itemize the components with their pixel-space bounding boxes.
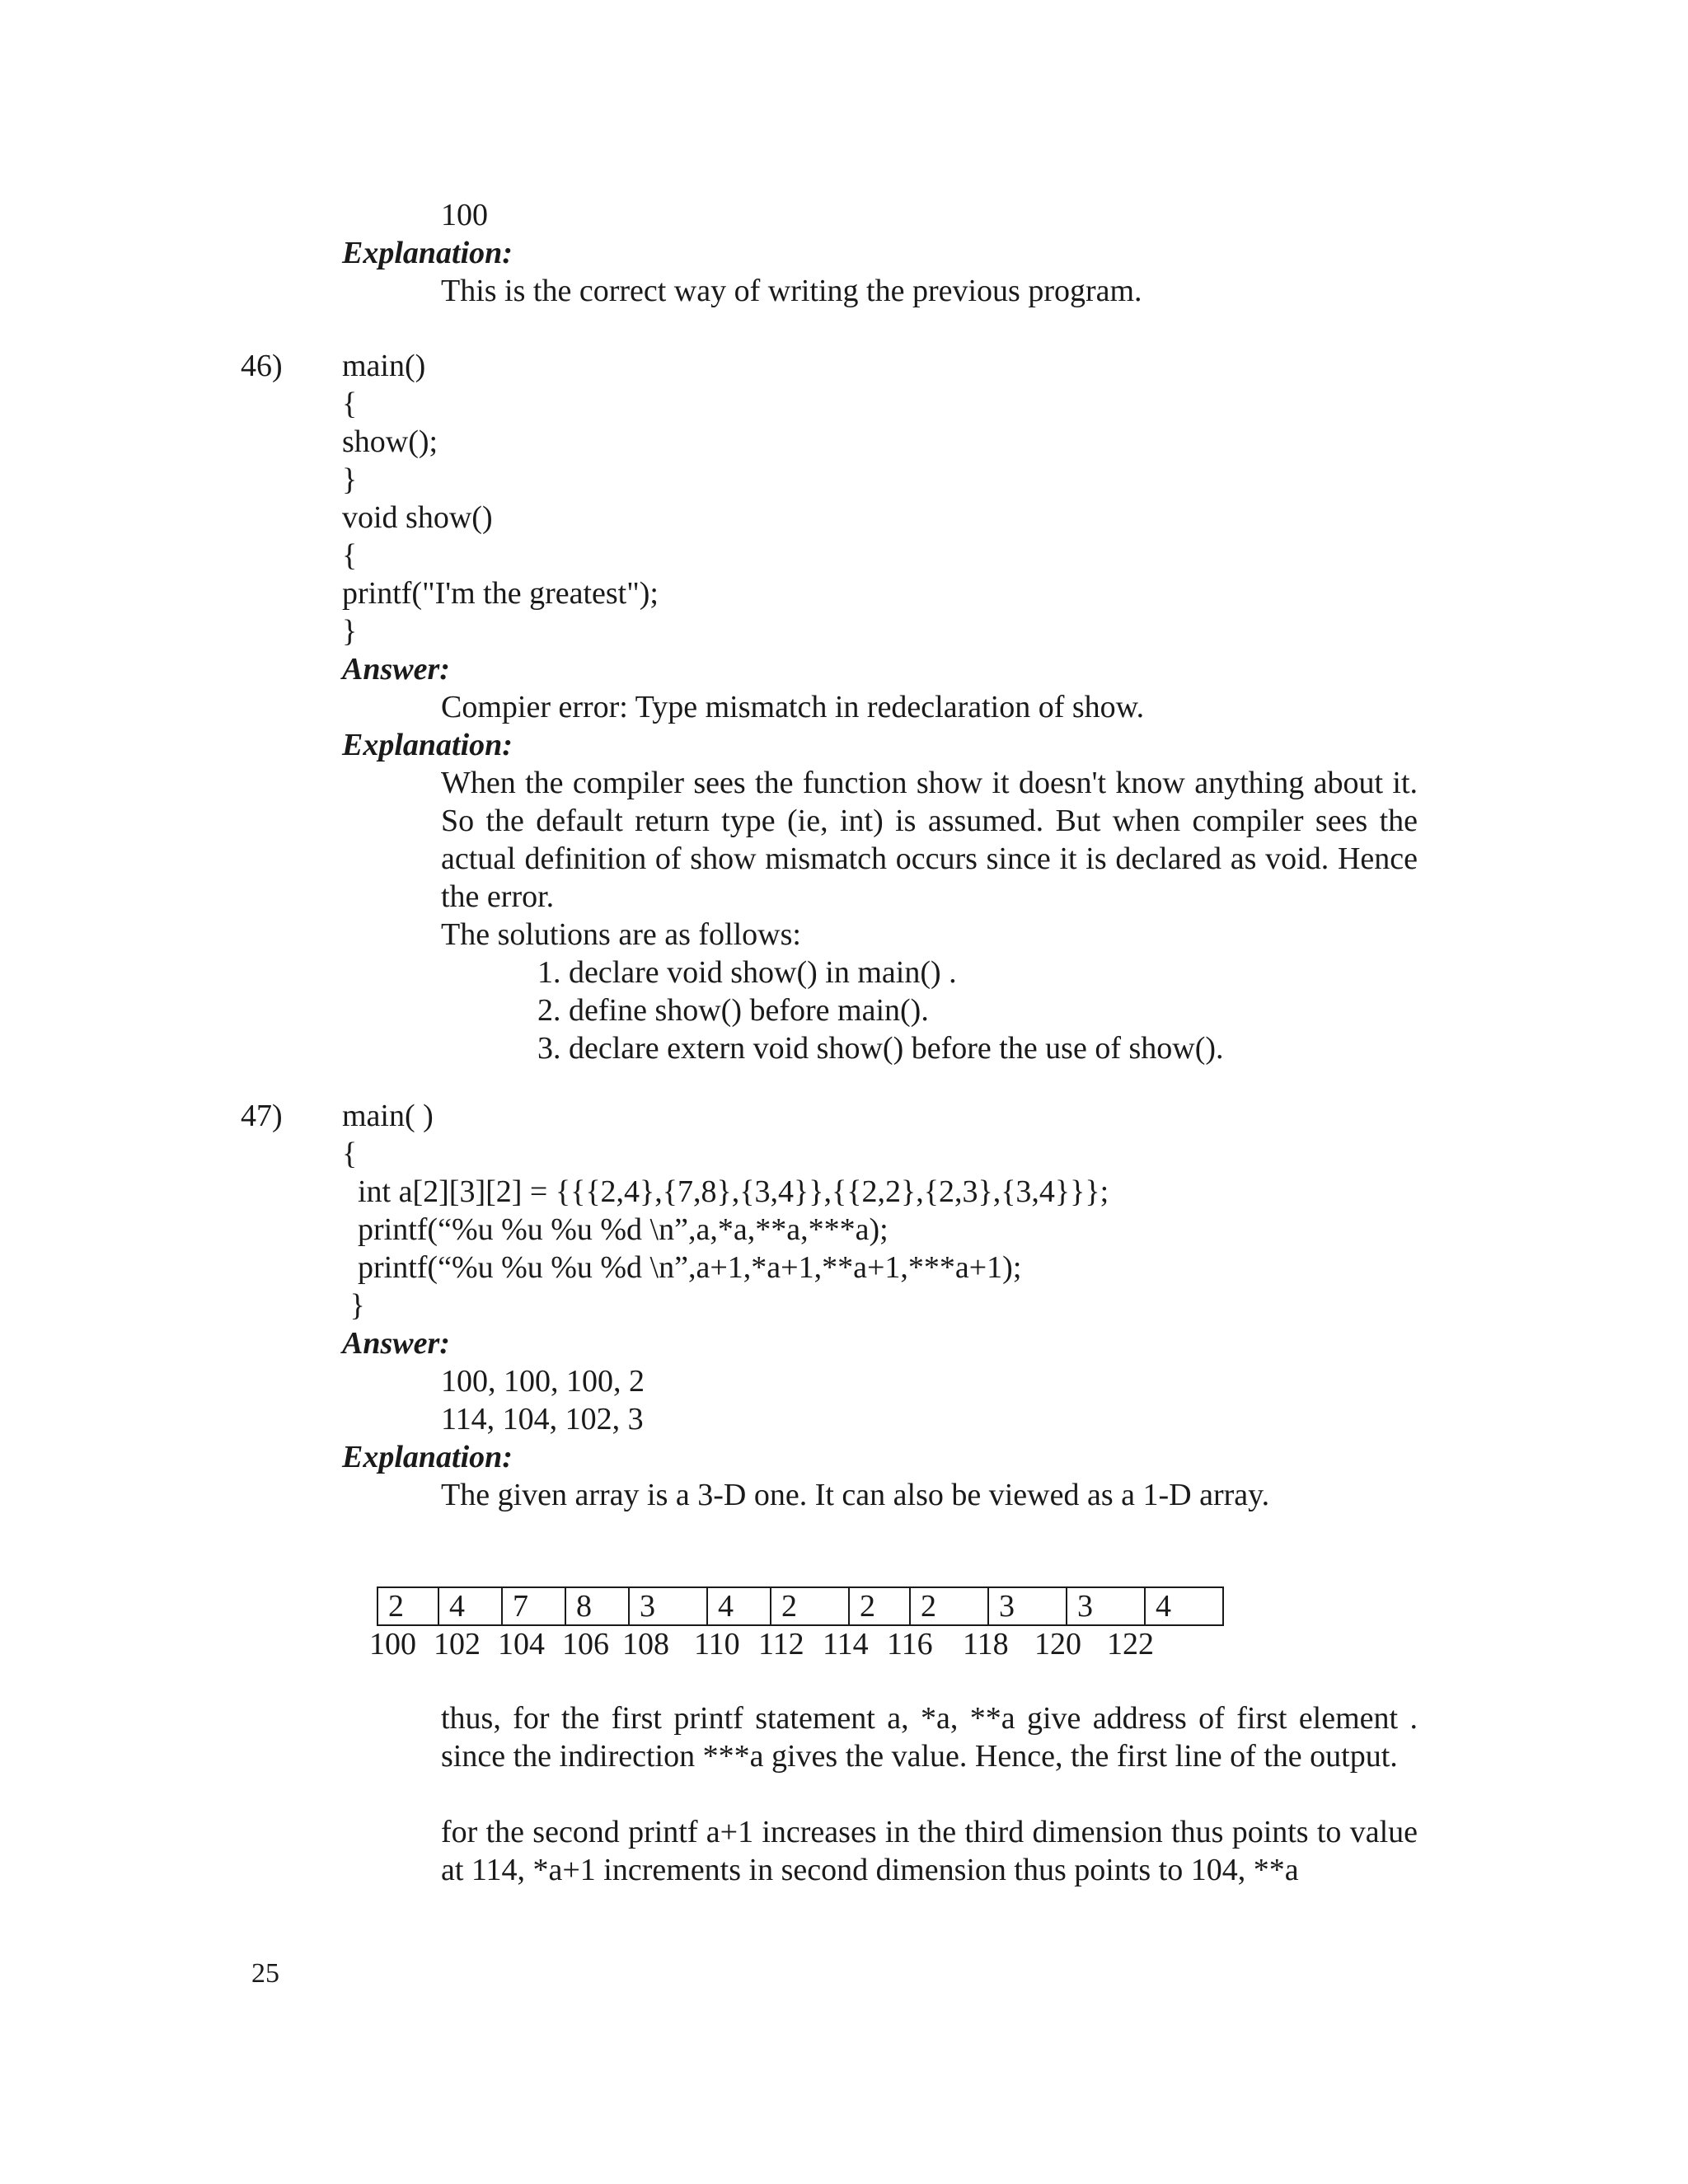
solutions-intro: The solutions are as follows: — [441, 917, 801, 952]
array-cell: 3 — [629, 1587, 707, 1625]
previous-output: 100 — [441, 198, 488, 232]
code-line: { — [342, 538, 358, 573]
code-line: printf("I'm the greatest"); — [342, 576, 659, 611]
array-cell: 3 — [988, 1587, 1067, 1625]
address-label: 102 — [434, 1627, 481, 1661]
solution-item: 2. define show() before main(). — [537, 993, 929, 1028]
address-label: 108 — [622, 1627, 669, 1661]
explanation-paragraph: for the second printf a+1 increases in the third dimension thus points to value at 114, *a+1 increments in second dimension thus points to 104, **a — [441, 1815, 1418, 1887]
address-label: 100 — [369, 1627, 416, 1661]
memory-layout-table — [377, 1586, 1224, 1626]
page-number: 25 — [251, 1958, 279, 1989]
explanation-text: This is the correct way of writing the previous program. — [441, 274, 1142, 308]
code-line: show(); — [342, 424, 438, 459]
explanation-paragraph: When the compiler sees the function show it doesn't know anything about it. So the default return type (ie, int) is assumed. But when compiler sees the actual definition of show mismatch occurs since it is declared as void. Hence the error. — [441, 766, 1418, 914]
question-number-46: 46) — [241, 349, 283, 383]
question-number-47: 47) — [241, 1099, 283, 1133]
array-cell: 2 — [771, 1587, 849, 1625]
code-line: { — [342, 387, 358, 421]
explanation-heading: Explanation: — [342, 728, 513, 762]
address-label: 122 — [1107, 1627, 1154, 1661]
address-label: 114 — [823, 1627, 869, 1661]
answer-text: Compier error: Type mismatch in redeclaration of show. — [441, 690, 1145, 724]
code-line: void show() — [342, 500, 493, 535]
array-cell: 8 — [565, 1587, 629, 1625]
code-line: main() — [342, 349, 426, 383]
code-line: { — [342, 1137, 358, 1171]
array-cell: 3 — [1067, 1587, 1145, 1625]
code-line: } — [342, 1288, 365, 1323]
explanation-paragraph: thus, for the first printf statement a, *a, **a give address of first element . since the indirection ***a gives the value. Hence, the first line of the output. — [441, 1701, 1418, 1774]
explanation-heading: Explanation: — [342, 1440, 513, 1474]
address-label: 112 — [758, 1627, 804, 1661]
address-label: 104 — [498, 1627, 545, 1661]
code-line: printf(“%u %u %u %d \n”,a,*a,**a,***a); — [342, 1212, 889, 1247]
address-label: 118 — [963, 1627, 1009, 1661]
code-line: main( ) — [342, 1099, 434, 1133]
address-label: 110 — [694, 1627, 740, 1661]
solution-item: 3. declare extern void show() before the use of show(). — [537, 1031, 1224, 1066]
solution-item: 1. declare void show() in main() . — [537, 955, 957, 990]
address-label: 106 — [562, 1627, 609, 1661]
array-cell: 4 — [1145, 1587, 1223, 1625]
code-line: int a[2][3][2] = {{{2,4},{7,8},{3,4}},{{2,2},{2,3},{3,4}}}; — [342, 1174, 1109, 1209]
answer-line: 100, 100, 100, 2 — [441, 1364, 645, 1399]
address-label: 120 — [1034, 1627, 1081, 1661]
code-line: } — [342, 614, 358, 649]
answer-heading: Answer: — [342, 1326, 450, 1361]
array-cell: 4 — [438, 1587, 502, 1625]
array-cell: 7 — [502, 1587, 565, 1625]
array-cell: 2 — [849, 1587, 910, 1625]
address-label: 116 — [887, 1627, 933, 1661]
code-line: } — [342, 462, 358, 497]
table-row — [377, 1587, 1223, 1625]
array-cell: 4 — [707, 1587, 771, 1625]
array-cell: 2 — [377, 1587, 438, 1625]
answer-line: 114, 104, 102, 3 — [441, 1402, 644, 1436]
explanation-text: The given array is a 3-D one. It can also be viewed as a 1-D array. — [441, 1478, 1270, 1512]
answer-heading: Answer: — [342, 652, 450, 687]
array-cell: 2 — [910, 1587, 988, 1625]
explanation-heading: Explanation: — [342, 236, 513, 270]
code-line: printf(“%u %u %u %d \n”,a+1,*a+1,**a+1,***a+1); — [342, 1250, 1022, 1285]
